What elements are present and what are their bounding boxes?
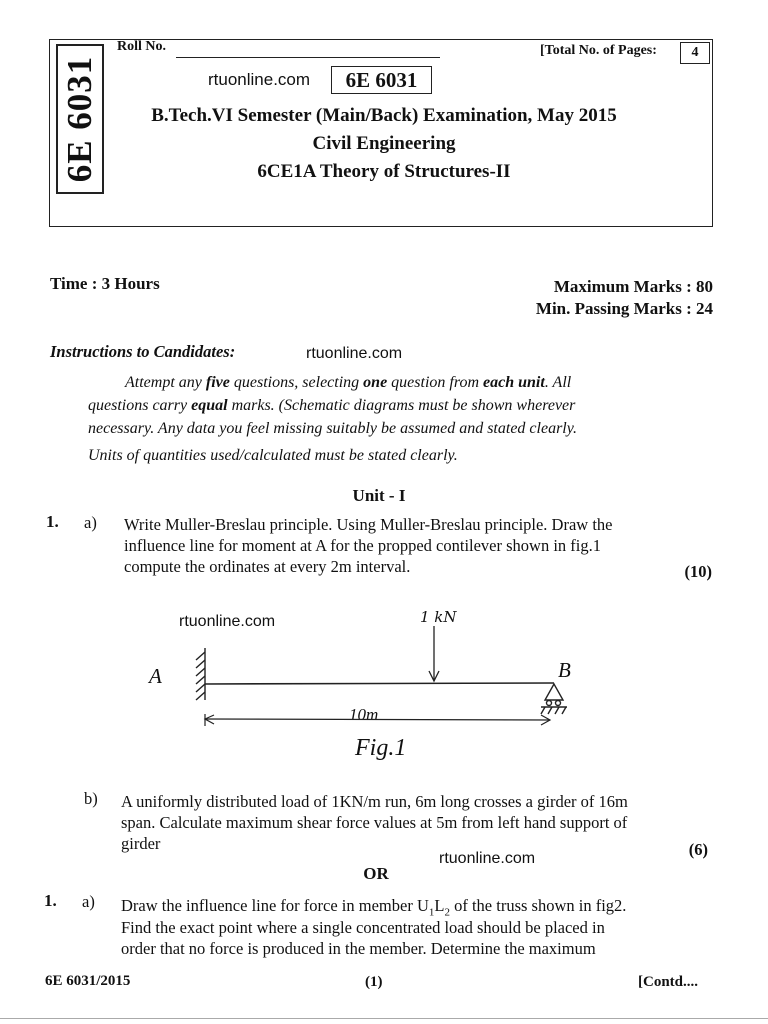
q1a-or-part: a) [82, 892, 95, 911]
or-label: OR [363, 864, 389, 883]
footer-code: 6E 6031/2015 [45, 973, 131, 989]
figure-load-label: 1 kN [420, 608, 457, 626]
beam [205, 683, 554, 684]
instructions-line-3: necessary. Any data you feel missing suitably be assumed and stated clearly. [88, 420, 577, 437]
figure-span-label: 10m [349, 705, 379, 724]
side-code: 6E 6031 [60, 55, 99, 183]
q1a-number: 1. [46, 512, 59, 531]
subject-title: 6CE1A Theory of Structures-II [257, 161, 511, 182]
max-marks: Maximum Marks : 80 [553, 277, 713, 296]
fixed-support-a [196, 648, 205, 700]
q1b-line-3: girder [121, 834, 161, 853]
q1b-part: b) [84, 789, 98, 808]
q1a-or-number: 1. [44, 891, 57, 910]
footer-contd: [Contd.... [638, 974, 699, 990]
site-watermark-q1b: rtuonline.com [439, 850, 536, 867]
q1b-line-2: span. Calculate maximum shear force values at 5m from left hand support of [121, 813, 628, 832]
roller-support-b [541, 684, 567, 714]
footer-rule [0, 1018, 768, 1019]
instructions-line-1: Attempt any five questions, selecting one question from each unit. All [125, 374, 572, 391]
figure-label-b: B [558, 658, 571, 682]
q1a-or-line-3: order that no force is produced in the member. Determine the maximum [121, 939, 596, 958]
branch: Civil Engineering [312, 133, 456, 154]
dimension-line [205, 714, 550, 726]
q1a-line-2: influence line for moment at A for the propped contilever shown in fig.1 [124, 536, 602, 555]
q1b-marks: (6) [688, 840, 708, 859]
site-watermark-figure: rtuonline.com [179, 613, 276, 630]
site-watermark-instructions: rtuonline.com [306, 345, 403, 362]
q1a-part: a) [84, 513, 97, 532]
q1b-line-1: A uniformly distributed load of 1KN/m run, 6m long crosses a girder of 16m [121, 792, 628, 811]
figure-label-a: A [149, 664, 162, 688]
instructions-heading: Instructions to Candidates: [50, 342, 236, 361]
q1a-marks: (10) [684, 562, 712, 581]
q1a-line-1: Write Muller-Breslau principle. Using Muller-Breslau principle. Draw the [124, 515, 613, 534]
site-watermark-header: rtuonline.com [208, 70, 311, 89]
paper-code: 6E 6031 [331, 66, 432, 94]
footer-page-number: (1) [365, 974, 383, 990]
point-load-arrow [429, 626, 439, 681]
q1a-or-line-2: Find the exact point where a single concentrated load should be placed in [121, 918, 605, 937]
unit-heading: Unit - I [352, 486, 406, 505]
instructions-line-4: Units of quantities used/calculated must be stated clearly. [88, 447, 458, 464]
instructions-line-2: questions carry equal marks. (Schematic diagrams must be shown wherever [88, 397, 576, 414]
total-pages-value: 4 [680, 42, 710, 64]
min-passing-marks: Min. Passing Marks : 24 [535, 299, 713, 318]
figure-caption: Fig.1 [355, 735, 407, 761]
q1a-line-3: compute the ordinates at every 2m interval. [124, 557, 411, 576]
total-pages-label: [Total No. of Pages: [540, 43, 657, 58]
roll-no-label: Roll No. [117, 39, 166, 54]
exam-title: B.Tech.VI Semester (Main/Back) Examination, May 2015 [151, 105, 617, 126]
q1a-or-line-1: Draw the influence line for force in member $U_1L_2$ of the truss shown in fig2. [121, 896, 627, 919]
time-label: Time : 3 Hours [50, 274, 160, 293]
